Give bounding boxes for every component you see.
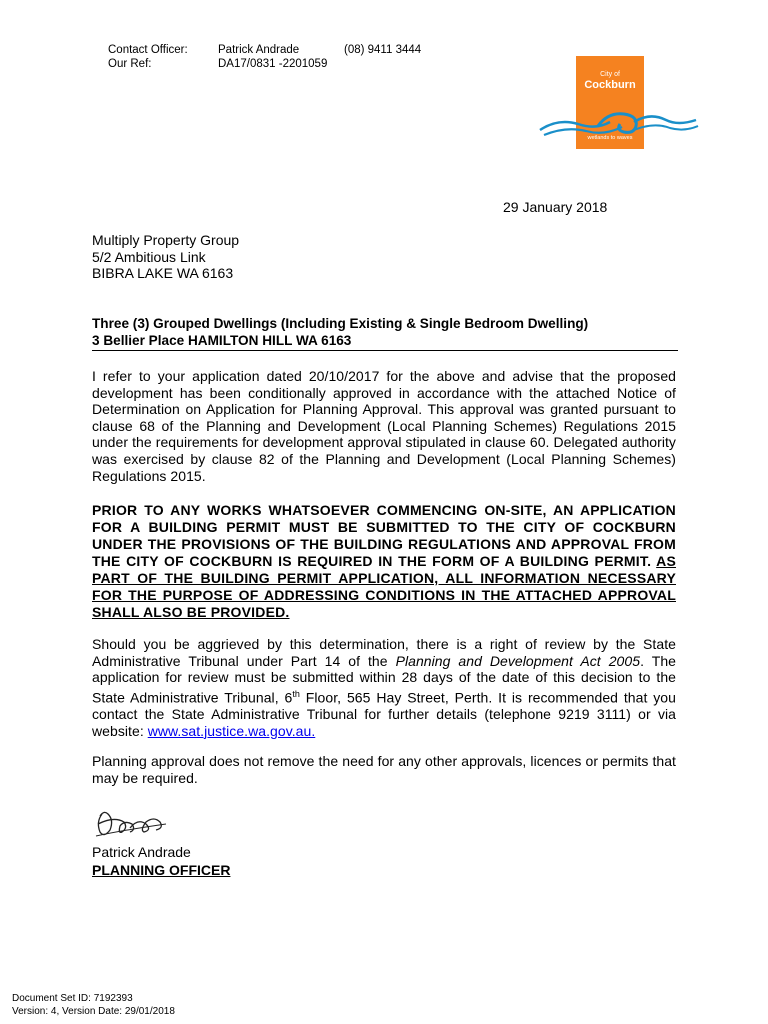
recipient-address bbox=[92, 232, 239, 282]
act-title: Planning and Development Act 2005 bbox=[395, 652, 641, 669]
signatory-title: PLANNING OFFICER bbox=[92, 862, 231, 878]
address-line-3: BIBRA LAKE WA 6163 bbox=[92, 265, 234, 281]
warning-underlined-text: AS PART OF THE BUILDING PERMIT APPLICATION, ALL INFORMATION NECESSARY FOR THE PURPOSE OF ADDRESSING CONDITIONS IN THE ATTACHED APPROVAL SHALL ALSO BE PROVIDED. bbox=[92, 553, 676, 620]
document-footer bbox=[12, 993, 175, 1018]
subject-line-2: 3 Bellier Place HAMILTON HILL WA 6163 bbox=[92, 332, 352, 348]
body-paragraph-1: I refer to your application dated 20/10/2017 for the above and advise that the proposed development has been conditionally approved in accordance with the attached Notice of Determination on Application for Planning Approval. This approval was granted pursuant to clause 68 of the Planning and Development (Local Planning Schemes) Regulations 2015 under the requirements for development approval stipulated in clause 60. Delegated authority was exercised by clause 82 of the Planning and Development (Local Planning Schemes) Regulations 2015. bbox=[92, 368, 676, 484]
subject-heading bbox=[92, 316, 678, 351]
body-paragraph-4: Planning approval does not remove the need for any other approvals, licences or permits that may be required. bbox=[92, 753, 676, 786]
document-set-id: Document Set ID: 7192393 bbox=[12, 993, 133, 1004]
address-line-1: Multiply Property Group bbox=[92, 232, 240, 248]
logo-tagline: wetlands to waves bbox=[587, 135, 633, 141]
ordinal-suffix: th bbox=[292, 688, 300, 699]
review-text-c: Floor, 565 Hay Street, Perth. It is recommended that you contact the State Administrative Tribunal for further details (telephone 9219 3111) or via website: bbox=[92, 689, 676, 739]
logo-cockburn: Cockburn bbox=[584, 79, 636, 91]
review-rights-paragraph bbox=[92, 636, 676, 739]
our-ref-value: DA17/0831 -2201059 bbox=[218, 58, 328, 70]
signature-image bbox=[94, 808, 174, 842]
review-text-a: Should you be aggrieved by this determination, there is a right of review by the State Administrative Tribunal under Part 14 of the bbox=[92, 636, 676, 669]
warning-text: PRIOR TO ANY WORKS WHATSOEVER COMMENCING ON-SITE, AN APPLICATION FOR A BUILDING PERMIT MUST BE SUBMITTED TO THE CITY OF COCKBURN UNDER THE PROVISIONS OF THE BUILDING REGULATIONS AND APPROVAL FROM THE CITY OF COCKBURN IS REQUIRED IN THE FORM OF A BUILDING PERMIT. bbox=[92, 502, 676, 569]
contact-officer-phone: (08) 9411 3444 bbox=[344, 44, 422, 56]
building-permit-warning bbox=[92, 502, 676, 621]
logo-wave-icon bbox=[538, 100, 698, 160]
logo-city-of: City of bbox=[600, 71, 620, 78]
review-text-b: . The application for review must be submitted within 28 days of the date of this decision to the State Administrative Tribunal, 6 bbox=[92, 652, 676, 706]
our-ref-label: Our Ref: bbox=[108, 58, 152, 70]
document-version: Version: 4, Version Date: 29/01/2018 bbox=[12, 1005, 175, 1017]
subject-line-1: Three (3) Grouped Dwellings (Including Existing & Single Bedroom Dwelling) bbox=[92, 316, 589, 331]
signatory-name: Patrick Andrade bbox=[92, 844, 191, 860]
address-line-2: 5/2 Ambitious Link bbox=[92, 248, 206, 265]
sat-website-link[interactable]: www.sat.justice.wa.gov.au. bbox=[147, 722, 316, 739]
contact-block bbox=[108, 43, 448, 73]
contact-officer-name: Patrick Andrade bbox=[218, 44, 300, 56]
letter-date: 29 January 2018 bbox=[503, 199, 608, 215]
contact-officer-label: Contact Officer: bbox=[108, 44, 188, 56]
city-of-cockburn-logo bbox=[576, 56, 644, 149]
